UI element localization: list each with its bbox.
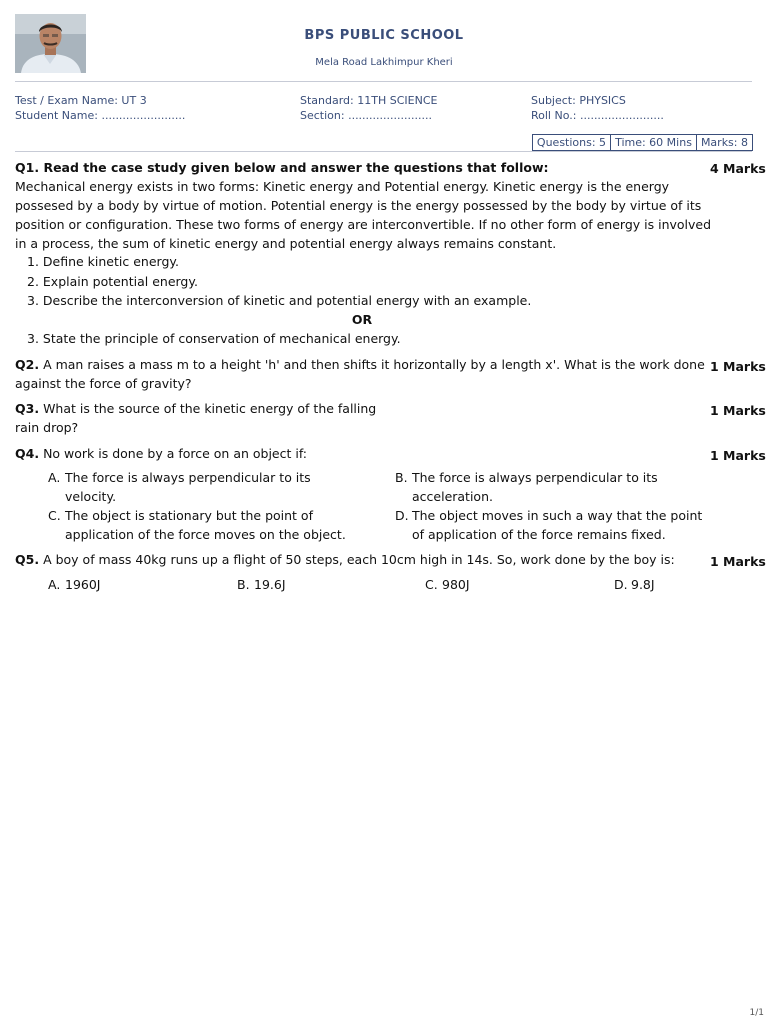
question-marks: 1 Marks [710, 448, 766, 463]
option-letter: D. [395, 508, 409, 523]
question-marks: 1 Marks [710, 359, 766, 374]
question-text: A boy of mass 40kg runs up a flight of 50 steps, each 10cm high in 14s. So, work done by the boy is: [43, 552, 675, 567]
option-letter: A. [48, 577, 61, 592]
stats-divider [15, 151, 752, 152]
option-text: The object is stationary but the point of application of the force moves on the object. [65, 508, 346, 542]
option-a [48, 575, 218, 594]
section: Section: ........................ [300, 109, 432, 122]
option-text: The object moves in such a way that the point of application of the force remains fixed. [412, 508, 703, 542]
question-3 [15, 399, 395, 437]
option-d [395, 506, 707, 544]
sub-question: 1. Define kinetic energy. [27, 254, 179, 269]
option-text: 1960J [65, 577, 101, 592]
option-b [395, 468, 680, 506]
question-marks: 1 Marks [710, 554, 766, 569]
paper-stats-box [532, 134, 753, 151]
question-text: A man raises a mass m to a height 'h' and then shifts it horizontally by a length x'. What is the work done against the force of gravity? [15, 357, 705, 391]
question-label: Q4. [15, 446, 40, 461]
question-count: Questions: 5 [536, 136, 607, 149]
option-text: 19.6J [254, 577, 286, 592]
roll-number: Roll No.: ........................ [531, 109, 664, 122]
option-letter: A. [48, 470, 61, 485]
question-label: Q1. [15, 160, 40, 175]
question-text: No work is done by a force on an object if: [43, 446, 308, 461]
option-a [48, 468, 333, 506]
question-text: What is the source of the kinetic energy of the falling rain drop? [15, 401, 377, 435]
header-divider [15, 81, 752, 82]
question-2 [15, 355, 710, 393]
question-label: Q5. [15, 552, 40, 567]
student-name: Student Name: ........................ [15, 109, 186, 122]
option-c [48, 506, 348, 544]
question-5 [15, 550, 710, 569]
sub-question: 2. Explain potential energy. [27, 274, 198, 289]
case-study-passage: Mechanical energy exists in two forms: Kinetic energy and Potential energy. Kinetic energy is the energy possesed by a body by virtue of motion. Potential energy is the energy possessed by the body by virtue of its position or configuration. These two forms of energy are interconvertible. If no other form of energy is involved in a process, the sum of kinetic energy and potential energy always remains constant. [15, 179, 712, 251]
or-divider: OR [351, 312, 373, 327]
question-4 [15, 444, 710, 463]
option-text: The force is always perpendicular to its velocity. [65, 470, 311, 504]
time-limit: Time: 60 Mins [610, 135, 696, 150]
question-1 [15, 158, 710, 177]
question-marks: 4 Marks [710, 161, 766, 176]
school-header [15, 14, 753, 82]
option-text: The force is always perpendicular to its acceleration. [412, 470, 658, 504]
question-text: Read the case study given below and answer the questions that follow: [43, 160, 549, 175]
option-letter: C. [425, 577, 438, 592]
school-name: BPS PUBLIC SCHOOL [304, 28, 464, 43]
option-letter: D. [614, 577, 628, 592]
option-letter: B. [395, 470, 408, 485]
page-number: 1/1 [749, 1008, 764, 1018]
sub-question-alternative: 3. State the principle of conservation of mechanical energy. [27, 331, 401, 346]
school-address: Mela Road Lakhimpur Kheri [315, 57, 453, 68]
standard: Standard: 11TH SCIENCE [300, 94, 438, 107]
sub-question: 3. Describe the interconversion of kinetic and potential energy with an example. [27, 293, 532, 308]
subject: Subject: PHYSICS [531, 94, 626, 107]
option-letter: B. [237, 577, 250, 592]
exam-name: Test / Exam Name: UT 3 [15, 94, 147, 107]
option-text: 980J [442, 577, 470, 592]
option-d [614, 575, 744, 594]
total-marks: Marks: 8 [696, 135, 752, 150]
option-b [237, 575, 407, 594]
option-c [425, 575, 595, 594]
option-letter: C. [48, 508, 61, 523]
option-text: 9.8J [631, 577, 655, 592]
question-label: Q2. [15, 357, 40, 372]
question-label: Q3. [15, 401, 40, 416]
question-marks: 1 Marks [710, 403, 766, 418]
